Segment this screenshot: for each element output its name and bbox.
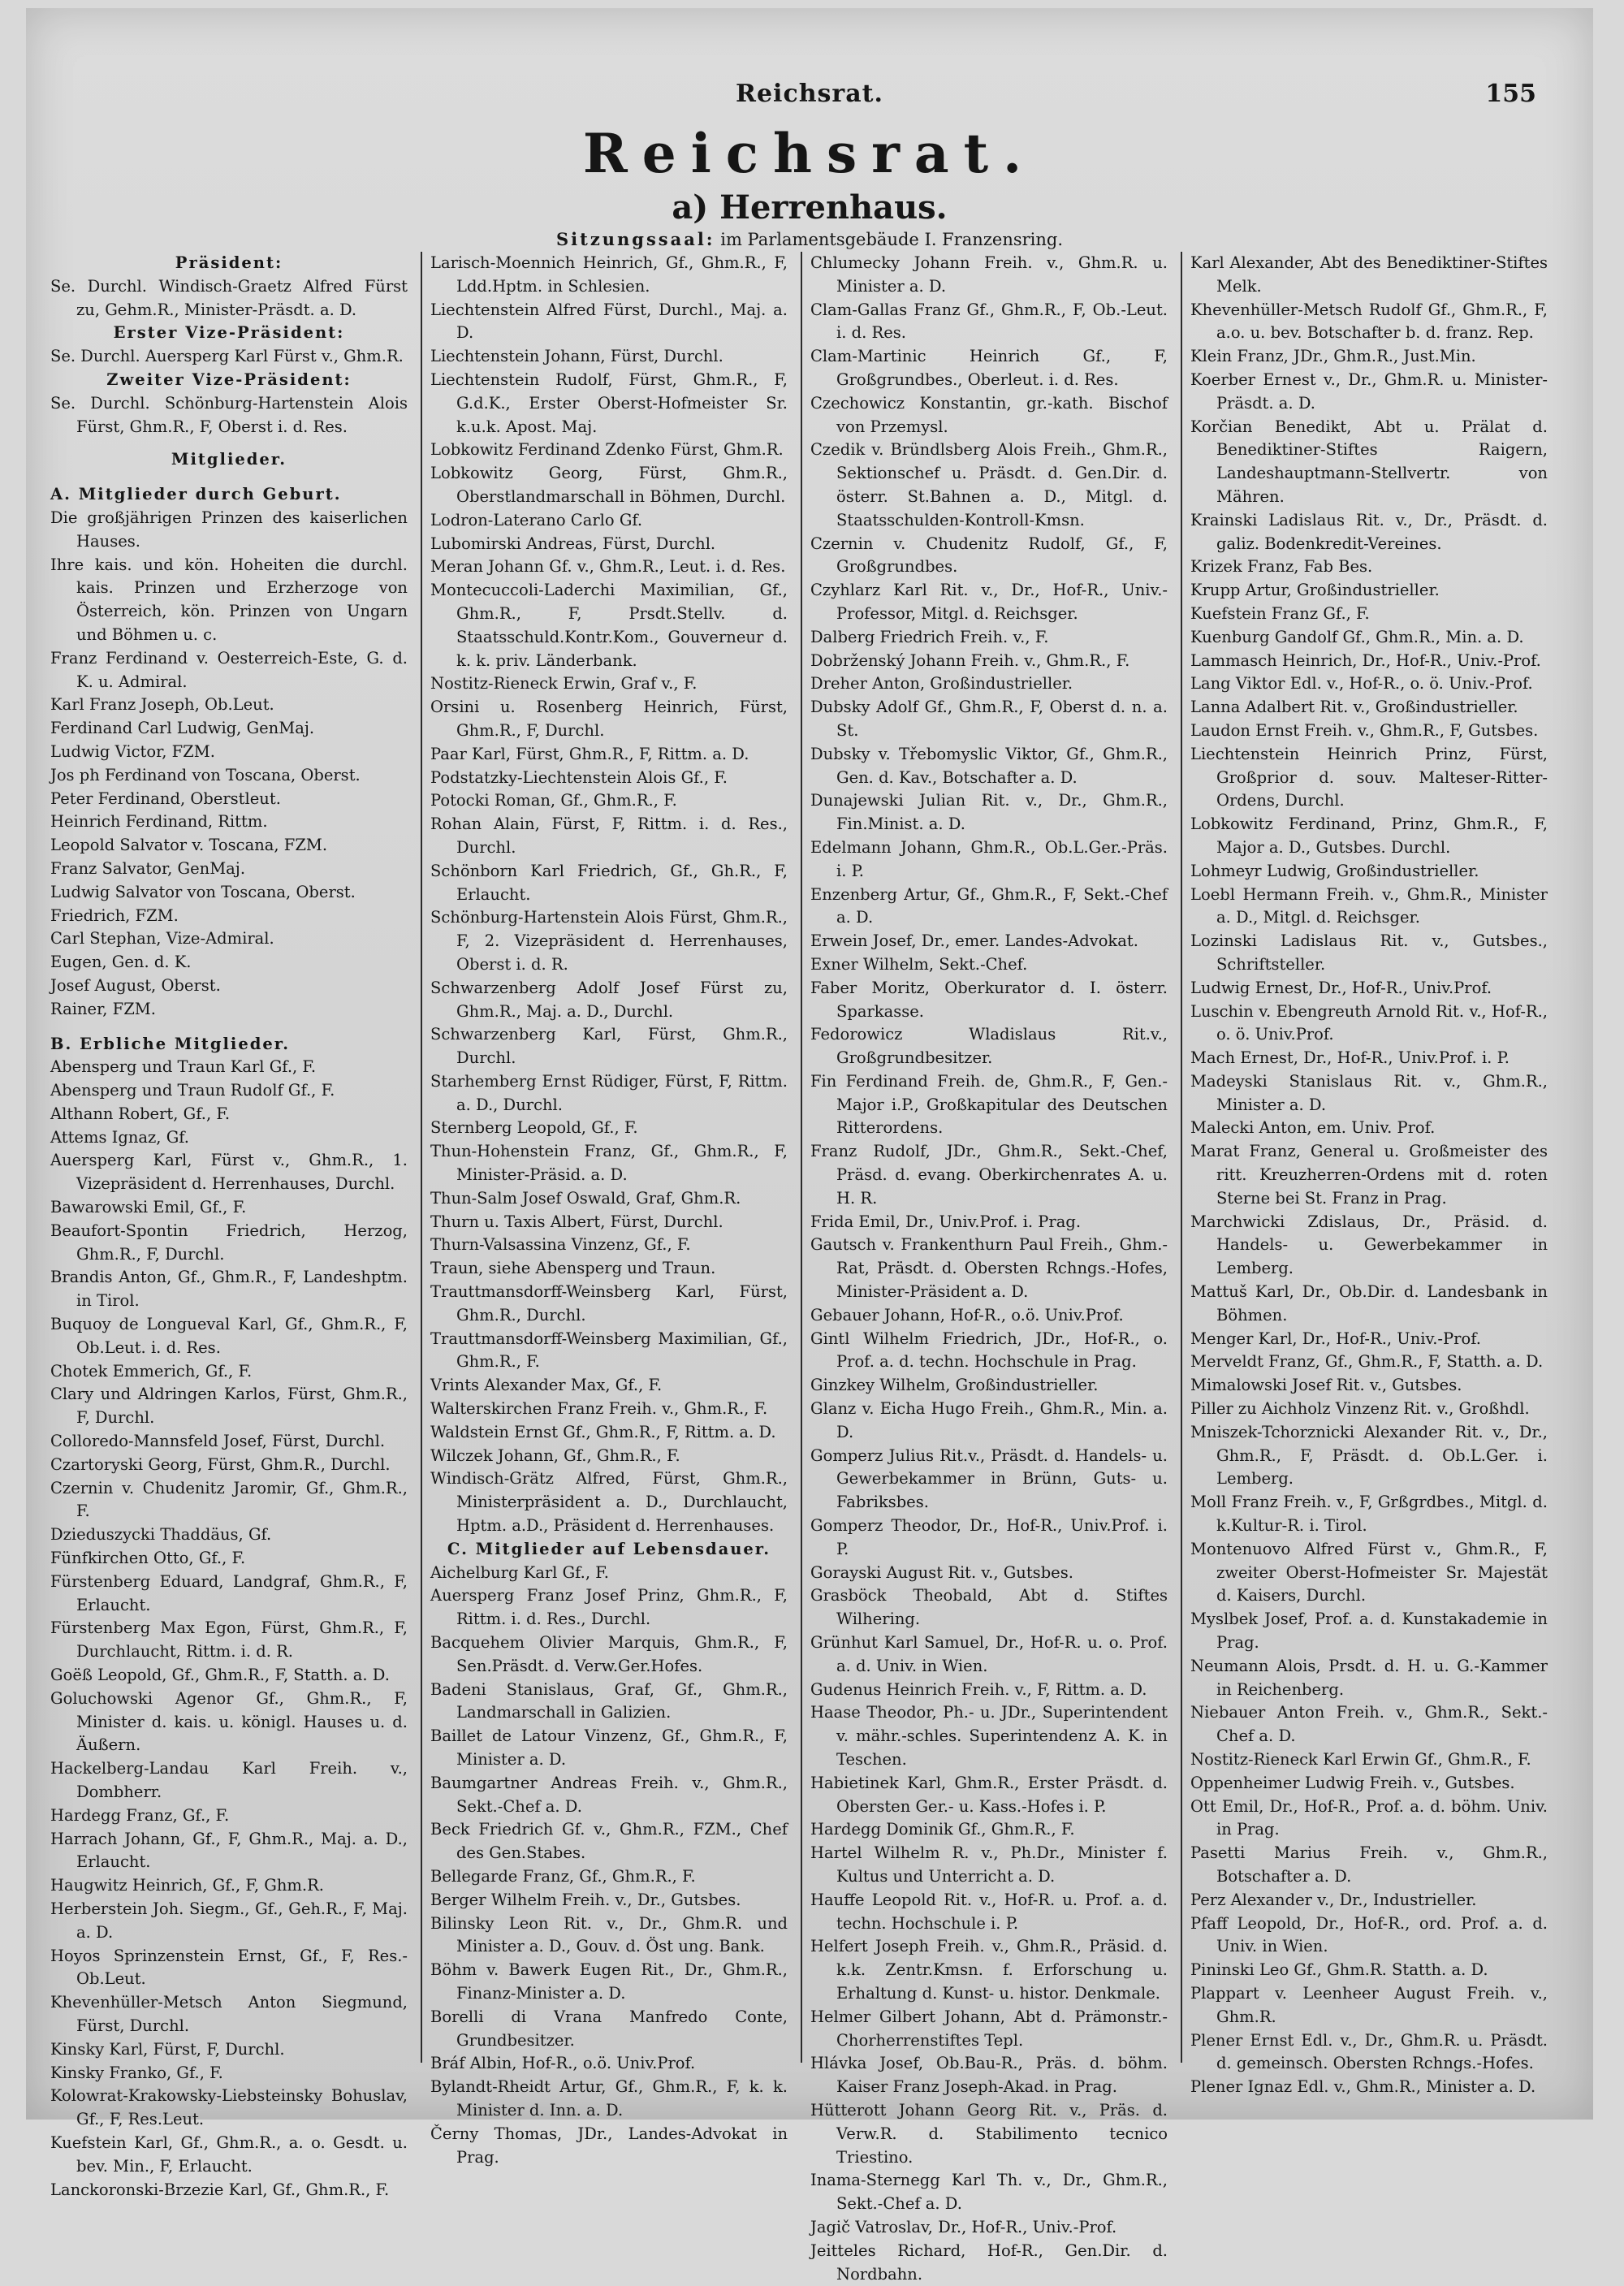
member-entry: Dreher Anton, Großindustrieller. — [810, 674, 1073, 694]
member-entry: Mach Ernest, Dr., Hof-R., Univ.Prof. i. P. — [1190, 1048, 1510, 1068]
president-entry: Se. Durchl. Windisch-Graetz Alfred Fürst zu, Gehm.R., Minister-Präsdt. a. D. — [50, 276, 408, 319]
section-b-list — [50, 1056, 408, 2202]
member-entry: Dubsky v. Třebomyslic Viktor, Gf., Ghm.R., Gen. d. Kav., Botschafter a. D. — [810, 744, 1168, 787]
member-entry: Hardegg Franz, Gf., F. — [50, 1805, 230, 1825]
member-entry: Exner Wilhelm, Sekt.-Chef. — [810, 954, 1028, 974]
member-entry: Glanz v. Eicha Hugo Freih., Ghm.R., Min. a. D. — [810, 1399, 1168, 1441]
page-number: 155 — [1485, 80, 1536, 108]
member-entry: Helmer Gilbert Johann, Abt d. Prämonstr.-Chorherrenstiftes Tepl. — [810, 2007, 1168, 2050]
member-entry: Clam-Martinic Heinrich Gf., F, Großgrundbes., Oberleut. i. d. Res. — [810, 347, 1168, 389]
member-entry: Piller zu Aichholz Vinzenz Rit. v., Großhdl. — [1190, 1399, 1530, 1419]
member-entry: Fedorowicz Wladislaus Rit.v., Großgrundbesitzer. — [810, 1025, 1168, 1068]
member-entry: Niebauer Anton Freih. v., Ghm.R., Sekt.-Chef a. D. — [1190, 1703, 1548, 1746]
member-entry: Helfert Joseph Freih. v., Ghm.R., Präsid. d. k.k. Zentr.Kmsn. f. Erforschung u. Erhaltung d. Kunst- u. histor. Denkmale. — [810, 1937, 1168, 2003]
member-entry: Colloredo-Mannsfeld Josef, Fürst, Durchl. — [50, 1432, 386, 1451]
member-entry: Liechtenstein Johann, Fürst, Durchl. — [430, 347, 723, 366]
member-entry: Dzieduszycki Thaddäus, Gf. — [50, 1525, 272, 1545]
member-entry: Dubsky Adolf Gf., Ghm.R., F, Oberst d. n. a. St. — [810, 698, 1168, 740]
member-entry: Enzenberg Artur, Gf., Ghm.R., F, Sekt.-Chef a. D. — [810, 884, 1168, 927]
running-title: Reichsrat. — [736, 80, 883, 108]
member-entry: Czyhlarz Karl Rit. v., Dr., Hof-R., Univ.-Professor, Mitgl. d. Reichsger. — [810, 581, 1168, 623]
member-entry: Plappart v. Leenheer August Freih. v., Ghm.R. — [1190, 1983, 1548, 2026]
member-entry: Thurn-Valsassina Vinzenz, Gf., F. — [430, 1235, 691, 1255]
member-entry: Karl Franz Joseph, Ob.Leut. — [50, 695, 274, 715]
sub-title: a) Herrenhaus. — [672, 188, 948, 227]
member-entry: Karl Alexander, Abt des Benediktiner-Stiftes Melk. — [1190, 253, 1548, 296]
member-entry: Pasetti Marius Freih. v., Ghm.R., Botschafter a. D. — [1190, 1843, 1548, 1886]
member-entry: Lang Viktor Edl. v., Hof-R., o. ö. Univ.-Prof. — [1190, 674, 1533, 694]
member-entry: Marchwicki Zdislaus, Dr., Präsid. d. Handels- u. Gewerbekammer in Lemberg. — [1190, 1212, 1548, 1278]
second-vice-heading: Zweiter Vize-Präsident: — [106, 369, 352, 389]
member-entry: Hlávka Josef, Ob.Bau-R., Präs. d. böhm. Kaiser Franz Joseph-Akad. in Prag. — [810, 2054, 1168, 2097]
document-page — [26, 8, 1593, 2284]
section-a-heading: A. Mitglieder durch Geburt. — [50, 485, 342, 504]
member-entry: Kuefstein Franz Gf., F. — [1190, 603, 1370, 623]
member-entry: Ludwig Ernest, Dr., Hof-R., Univ.Prof. — [1190, 978, 1492, 997]
member-entry: Faber Moritz, Oberkurator d. I. österr. Sparkasse. — [810, 978, 1168, 1021]
member-entry: Lanckoronski-Brzezie Karl, Gf., Ghm.R., F. — [50, 2180, 390, 2199]
member-entry: Wilczek Johann, Gf., Ghm.R., F. — [430, 1445, 680, 1465]
member-entry: Borelli di Vrana Manfredo Conte, Grundbesitzer. — [430, 2007, 788, 2050]
member-entry: Friedrich, FZM. — [50, 905, 179, 925]
member-entry: Trauttmansdorff-Weinsberg Maximilian, Gf., Ghm.R., F. — [430, 1329, 788, 1372]
member-entry: Czechowicz Konstantin, gr.-kath. Bischof von Przemysl. — [810, 393, 1168, 436]
member-entry: Bráf Albin, Hof-R., o.ö. Univ.Prof. — [430, 2054, 696, 2073]
member-entry: Moll Franz Freih. v., F, Grßgrdbes., Mitgl. d. k.Kultur-R. i. Tirol. — [1190, 1493, 1548, 1536]
member-entry: Ludwig Salvator von Toscana, Oberst. — [50, 882, 356, 901]
member-entry: Windisch-Grätz Alfred, Fürst, Ghm.R., Ministerpräsident a. D., Durchlaucht, Hptm. a.D., Präsident d. Herrenhauses. — [430, 1469, 788, 1536]
member-entry: Laudon Ernst Freih. v., Ghm.R., F, Gutsbes. — [1190, 720, 1539, 740]
member-entry: Lobkowitz Ferdinand Zdenko Fürst, Ghm.R. — [430, 440, 784, 460]
member-entry: Paar Karl, Fürst, Ghm.R., F, Rittm. a. D. — [430, 744, 749, 763]
member-entry: Schwarzenberg Karl, Fürst, Ghm.R., Durchl. — [430, 1025, 788, 1068]
member-entry: Luschin v. Ebengreuth Arnold Rit. v., Hof-R., o. ö. Univ.Prof. — [1190, 1001, 1548, 1044]
member-entry: Gomperz Theodor, Dr., Hof-R., Univ.Prof. i. P. — [810, 1516, 1168, 1558]
member-entry: Böhm v. Bawerk Eugen Rit., Dr., Ghm.R., Finanz-Minister a. D. — [430, 1960, 788, 2003]
member-entry: Černy Thomas, JDr., Landes-Advokat in Prag. — [430, 2124, 788, 2167]
first-vice-entry: Se. Durchl. Auersperg Karl Fürst v., Ghm.R. — [50, 347, 404, 366]
member-entry: Klein Franz, JDr., Ghm.R., Just.Min. — [1190, 347, 1476, 366]
members-heading: Mitglieder. — [171, 450, 287, 469]
member-entry: Krizek Franz, Fab Bes. — [1190, 557, 1373, 577]
member-entry: Franz Salvator, GenMaj. — [50, 858, 246, 878]
member-entry: Brandis Anton, Gf., Ghm.R., F, Landeshptm. in Tirol. — [50, 1268, 408, 1311]
member-entry: Marat Franz, General u. Großmeister des ritt. Kreuzherren-Ordens mit d. roten Sterne bei St. Franz in Prag. — [1190, 1142, 1548, 1208]
member-entry: Kuefstein Karl, Gf., Ghm.R., a. o. Gesdt. u. bev. Min., F, Erlaucht. — [50, 2133, 408, 2176]
member-entry: Kolowrat-Krakowsky-Liebsteinsky Bohuslav, Gf., F, Res.Leut. — [50, 2086, 408, 2129]
member-entry: Meran Johann Gf. v., Ghm.R., Leut. i. d. Res. — [430, 557, 786, 577]
member-entry: Herberstein Joh. Siegm., Gf., Geh.R., F, Maj. a. D. — [50, 1899, 408, 1942]
member-entry: Buquoy de Longueval Karl, Gf., Ghm.R., F, Ob.Leut. i. d. Res. — [50, 1315, 408, 1357]
member-entry: Lohmeyr Ludwig, Großindustrieller. — [1190, 861, 1479, 880]
member-entry: Lodron-Laterano Carlo Gf. — [430, 510, 643, 529]
member-entry: Gudenus Heinrich Freih. v., F, Rittm. a. D. — [810, 1679, 1147, 1699]
member-entry: Franz Ferdinand v. Oesterreich-Este, G. d. K. u. Admiral. — [50, 648, 408, 691]
member-entry: Mattuš Karl, Dr., Ob.Dir. d. Landesbank in Böhmen. — [1190, 1282, 1548, 1324]
member-entry: Frida Emil, Dr., Univ.Prof. i. Prag. — [810, 1212, 1082, 1231]
member-entry: Fürstenberg Max Egon, Fürst, Ghm.R., F, Durchlaucht, Rittm. i. d. R. — [50, 1618, 408, 1662]
section-c-heading: C. Mitglieder auf Lebensdauer. — [447, 1539, 771, 1558]
member-entry: Bawarowski Emil, Gf., F. — [50, 1198, 247, 1217]
member-entry: Fürstenberg Eduard, Landgraf, Ghm.R., F, Erlaucht. — [50, 1571, 408, 1614]
column-2 — [430, 252, 788, 2167]
member-entry: Carl Stephan, Vize-Admiral. — [50, 929, 274, 949]
member-entry: Beck Friedrich Gf. v., Ghm.R., FZM., Chef des Gen.Stabes. — [430, 1820, 788, 1863]
column-divider — [1181, 252, 1182, 2063]
member-entry: Chotek Emmerich, Gf., F. — [50, 1361, 253, 1381]
section-b-heading: B. Erbliche Mitglieder. — [50, 1034, 291, 1053]
member-entry: Nostitz-Rieneck Erwin, Graf v., F. — [430, 674, 698, 694]
column-divider — [801, 252, 802, 2063]
main-title: Reichsrat. — [582, 122, 1037, 185]
member-entry: Jeitteles Richard, Hof-R., Gen.Dir. d. Nordbahn. — [810, 2241, 1168, 2284]
member-entry: Dunajewski Julian Rit. v., Dr., Ghm.R., Fin.Minist. a. D. — [810, 791, 1168, 834]
member-entry: Myslbek Josef, Prof. a. d. Kunstakademie in Prag. — [1190, 1610, 1548, 1653]
session-line — [26, 229, 1593, 249]
member-entry: Waldstein Ernst Gf., Ghm.R., F, Rittm. a. D. — [430, 1422, 776, 1441]
member-entry: Loebl Hermann Freih. v., Ghm.R., Minister a. D., Mitgl. d. Reichsger. — [1190, 884, 1548, 927]
member-entry: Leopold Salvator v. Toscana, FZM. — [50, 836, 328, 855]
member-entry: Eugen, Gen. d. K. — [50, 953, 192, 972]
member-entry: Merveldt Franz, Gf., Ghm.R., F, Statth. a. D. — [1190, 1352, 1544, 1372]
member-entry: Badeni Stanislaus, Graf, Gf., Ghm.R., Landmarschall in Galizien. — [430, 1679, 788, 1722]
member-entry: Die großjährigen Prinzen des kaiserlichen Hauses. — [50, 508, 408, 551]
member-entry: Clam-Gallas Franz Gf., Ghm.R., F, Ob.-Leut. i. d. Res. — [810, 300, 1168, 343]
member-entry: Menger Karl, Dr., Hof-R., Univ.-Prof. — [1190, 1329, 1481, 1348]
session-place: im Parlamentsgebäude I. Franzensring. — [720, 230, 1064, 249]
member-entry: Schönburg-Hartenstein Alois Fürst, Ghm.R., F, 2. Vizepräsident d. Herrenhauses, Oberst i. d. R. — [430, 908, 788, 974]
member-entry: Korčian Benedikt, Abt u. Prälat d. Benediktiner-Stiftes Raigern, Landeshauptmann-Stellvertr. von Mähren. — [1190, 417, 1548, 506]
member-entry: Heinrich Ferdinand, Rittm. — [50, 812, 268, 832]
member-entry: Liechtenstein Alfred Fürst, Durchl., Maj. a. D. — [430, 300, 788, 343]
member-entry: Grasböck Theobald, Abt d. Stiftes Wilhering. — [810, 1586, 1168, 1629]
member-entry: Perz Alexander v., Dr., Industrieller. — [1190, 1890, 1477, 1909]
member-entry: Hardegg Dominik Gf., Ghm.R., F. — [810, 1820, 1075, 1839]
member-entry: Goluchowski Agenor Gf., Ghm.R., F, Minister d. kais. u. königl. Hauses u. d. Äußern. — [50, 1688, 408, 1755]
member-entry: Haugwitz Heinrich, Gf., F, Ghm.R. — [50, 1876, 324, 1895]
member-entry: Gebauer Johann, Hof-R., o.ö. Univ.Prof. — [810, 1305, 1124, 1324]
column-1 — [50, 252, 408, 2199]
member-entry: Potocki Roman, Gf., Ghm.R., F. — [430, 791, 677, 810]
member-entry: Lobkowitz Georg, Fürst, Ghm.R., Oberstlandmarschall in Böhmen, Durchl. — [430, 464, 788, 506]
member-entry: Abensperg und Traun Karl Gf., F. — [50, 1057, 317, 1077]
member-entry: Starhemberg Ernst Rüdiger, Fürst, F, Rittm. a. D., Durchl. — [430, 1071, 788, 1114]
member-entry: Schönborn Karl Friedrich, Gf., Gh.R., F, Erlaucht. — [430, 861, 788, 904]
member-entry: Traun, siehe Abensperg und Traun. — [430, 1259, 716, 1278]
member-entry: Edelmann Johann, Ghm.R., Ob.L.Ger.-Präs. i. P. — [810, 837, 1168, 880]
member-entry: Gintl Wilhelm Friedrich, JDr., Hof-R., o. Prof. a. d. techn. Hochschule in Prag. — [810, 1329, 1168, 1372]
member-entry: Lammasch Heinrich, Dr., Hof-R., Univ.-Prof. — [1190, 650, 1541, 670]
section-c-continued-list-2 — [1190, 252, 1548, 2099]
member-entry: Larisch-Moennich Heinrich, Gf., Ghm.R., F, Ldd.Hptm. in Schlesien. — [430, 253, 788, 296]
member-entry: Khevenhüller-Metsch Anton Siegmund, Fürst, Durchl. — [50, 1993, 408, 2035]
column-3 — [810, 252, 1168, 2284]
member-entry: Montenuovo Alfred Fürst v., Ghm.R., F, zweiter Oberst-Hofmeister Sr. Majestät d. Kaisers, Durchl. — [1190, 1539, 1548, 1605]
member-entry: Plener Ernst Edl. v., Dr., Ghm.R. u. Präsdt. d. gemeinsch. Obersten Rchngs.-Hofes. — [1190, 2030, 1548, 2073]
member-entry: Bacquehem Olivier Marquis, Ghm.R., F, Sen.Präsdt. d. Verw.Ger.Hofes. — [430, 1633, 788, 1675]
member-entry: Pininski Leo Gf., Ghm.R. Statth. a. D. — [1190, 1960, 1488, 1980]
member-entry: Bellegarde Franz, Gf., Ghm.R., F. — [430, 1866, 696, 1886]
member-entry: Trauttmansdorff-Weinsberg Karl, Fürst, Ghm.R., Durchl. — [430, 1282, 788, 1324]
member-entry: Krupp Artur, Großindustrieller. — [1190, 581, 1440, 600]
member-entry: Krainski Ladislaus Rit. v., Dr., Präsdt. d. galiz. Bodenkredit-Vereines. — [1190, 510, 1548, 553]
member-entry: Rohan Alain, Fürst, F, Rittm. i. d. Res., Durchl. — [430, 815, 788, 857]
member-entry: Liechtenstein Heinrich Prinz, Fürst, Großprior d. souv. Malteser-Ritter-Ordens, Durchl. — [1190, 744, 1548, 810]
member-entry: Montecuccoli-Laderchi Maximilian, Gf., Ghm.R., F, Prsdt.Stellv. d. Staatsschuld.Kontr.Kom., Gouverneur d. k. k. priv. Länderbank. — [430, 581, 788, 670]
member-entry: Gomperz Julius Rit.v., Präsdt. d. Handels- u. Gewerbekammer in Brünn, Guts- u. Fabriksbes. — [810, 1445, 1168, 1512]
member-entry: Ludwig Victor, FZM. — [50, 741, 215, 761]
member-entry: Aichelburg Karl Gf., F. — [430, 1562, 609, 1582]
member-entry: Gorayski August Rit. v., Gutsbes. — [810, 1562, 1073, 1582]
member-entry: Schwarzenberg Adolf Josef Fürst zu, Ghm.R., Maj. a. D., Durchl. — [430, 978, 788, 1021]
column-area — [42, 252, 1548, 2284]
president-heading: Präsident: — [175, 253, 283, 272]
member-entry: Habietinek Karl, Ghm.R., Erster Präsdt. d. Obersten Ger.- u. Kass.-Hofes i. P. — [810, 1773, 1168, 1816]
member-entry: Ott Emil, Dr., Hof-R., Prof. a. d. böhm. Univ. in Prag. — [1190, 1796, 1548, 1839]
member-entry: Franz Rudolf, JDr., Ghm.R., Sekt.-Chef, Präsd. d. evang. Oberkirchenrates A. u. H. R. — [810, 1142, 1168, 1208]
member-entry: Rainer, FZM. — [50, 999, 156, 1018]
member-entry: Nostitz-Rieneck Karl Erwin Gf., Ghm.R., F. — [1190, 1750, 1531, 1769]
member-entry: Hauffe Leopold Rit. v., Hof-R. u. Prof. a. d. techn. Hochschule i. P. — [810, 1890, 1168, 1933]
section-b-continued-list — [430, 252, 788, 1538]
member-entry: Josef August, Oberst. — [50, 975, 221, 995]
member-entry: Lobkowitz Ferdinand, Prinz, Ghm.R., F, Major a. D., Gutsbes. Durchl. — [1190, 815, 1548, 857]
member-entry: Beaufort-Spontin Friedrich, Herzog, Ghm.R., F, Durchl. — [50, 1221, 408, 1264]
member-entry: Lubomirski Andreas, Fürst, Durchl. — [430, 534, 716, 553]
member-entry: Hackelberg-Landau Karl Freih. v., Dombherr. — [50, 1759, 408, 1801]
member-entry: Dalberg Friedrich Freih. v., F. — [810, 627, 1049, 646]
second-vice-entry: Se. Durchl. Schönburg-Hartenstein Alois Fürst, Ghm.R., F, Oberst i. d. Res. — [50, 393, 408, 436]
member-entry: Neumann Alois, Prsdt. d. H. u. G.-Kammer in Reichenberg. — [1190, 1656, 1548, 1699]
member-entry: Dobrženský Johann Freih. v., Ghm.R., F. — [810, 650, 1130, 670]
member-entry: Auersperg Karl, Fürst v., Ghm.R., 1. Vizepräsident d. Herrenhauses, Durchl. — [50, 1151, 408, 1194]
first-vice-heading: Erster Vize-Präsident: — [113, 323, 345, 343]
member-entry: Czernin v. Chudenitz Jaromir, Gf., Ghm.R., F. — [50, 1478, 408, 1521]
member-entry: Hartel Wilhelm R. v., Ph.Dr., Minister f. Kultus und Unterricht a. D. — [810, 1843, 1168, 1886]
member-entry: Haase Theodor, Ph.- u. JDr., Superintendent v. mähr.-schles. Superintendenz A. K. in Teschen. — [810, 1703, 1168, 1769]
member-entry: Mniszek-Tchorznicki Alexander Rit. v., Dr., Ghm.R., F, Präsdt. d. Ob.L.Ger. i. Lemberg. — [1190, 1422, 1548, 1489]
member-entry: Madeyski Stanislaus Rit. v., Ghm.R., Minister a. D. — [1190, 1071, 1548, 1114]
member-entry: Czartoryski Georg, Fürst, Ghm.R., Durchl. — [50, 1454, 391, 1474]
member-entry: Bilinsky Leon Rit. v., Dr., Ghm.R. und Minister a. D., Gouv. d. Öst ung. Bank. — [430, 1913, 788, 1956]
member-entry: Thurn u. Taxis Albert, Fürst, Durchl. — [430, 1212, 723, 1231]
member-entry: Abensperg und Traun Rudolf Gf., F. — [50, 1081, 335, 1100]
member-entry: Erwein Josef, Dr., emer. Landes-Advokat. — [810, 931, 1138, 951]
member-entry: Attems Ignaz, Gf. — [50, 1127, 189, 1147]
member-entry: Walterskirchen Franz Freih. v., Ghm.R., F. — [430, 1399, 768, 1419]
column-4 — [1190, 252, 1548, 2097]
running-header — [26, 80, 1593, 112]
member-entry: Inama-Sternegg Karl Th. v., Dr., Ghm.R., Sekt.-Chef a. D. — [810, 2171, 1168, 2214]
member-entry: Harrach Johann, Gf., F, Ghm.R., Maj. a. D., Erlaucht. — [50, 1829, 408, 1872]
member-entry: Gautsch v. Frankenthurn Paul Freih., Ghm.-Rat, Präsdt. d. Obersten Rchngs.-Hofes, Minister-Präsident a. D. — [810, 1235, 1168, 1302]
member-entry: Fünfkirchen Otto, Gf., F. — [50, 1549, 246, 1568]
member-entry: Thun-Hohenstein Franz, Gf., Ghm.R., F, Minister-Präsid. a. D. — [430, 1142, 788, 1185]
section-a-list — [50, 507, 408, 1022]
section-c-continued-list — [810, 252, 1168, 2286]
member-entry: Thun-Salm Josef Oswald, Graf, Ghm.R. — [430, 1188, 741, 1208]
member-entry: Auersperg Franz Josef Prinz, Ghm.R., F, Rittm. i. d. Res., Durchl. — [430, 1586, 788, 1629]
member-entry: Orsini u. Rosenberg Heinrich, Fürst, Ghm.R., F, Durchl. — [430, 698, 788, 740]
member-entry: Plener Ignaz Edl. v., Ghm.R., Minister a. D. — [1190, 2077, 1536, 2097]
member-entry: Malecki Anton, em. Univ. Prof. — [1190, 1118, 1436, 1138]
member-entry: Hoyos Sprinzenstein Ernst, Gf., F, Res.-Ob.Leut. — [50, 1946, 408, 1989]
member-entry: Jos ph Ferdinand von Toscana, Oberst. — [50, 765, 361, 784]
member-entry: Berger Wilhelm Freih. v., Dr., Gutsbes. — [430, 1890, 741, 1909]
column-divider — [421, 252, 422, 2063]
member-entry: Chlumecky Johann Freih. v., Ghm.R. u. Minister a. D. — [810, 253, 1168, 296]
member-entry: Mimalowski Josef Rit. v., Gutsbes. — [1190, 1376, 1462, 1395]
member-entry: Sternberg Leopold, Gf., F. — [430, 1118, 638, 1138]
member-entry: Oppenheimer Ludwig Freih. v., Gutsbes. — [1190, 1773, 1515, 1792]
member-entry: Czedik v. Bründlsberg Alois Freih., Ghm.R., Sektionschef u. Präsdt. d. Gen.Dir. d. österr. St.Bahnen a. D., Mitgl. d. Staatsschulden-Kontroll-Kmsn. — [810, 440, 1168, 529]
member-entry: Lanna Adalbert Rit. v., Großindustrieller. — [1190, 698, 1518, 717]
member-entry: Kinsky Karl, Fürst, F, Durchl. — [50, 2039, 285, 2059]
member-entry: Ferdinand Carl Ludwig, GenMaj. — [50, 719, 315, 738]
member-entry: Bylandt-Rheidt Artur, Gf., Ghm.R., F, k. k. Minister d. Inn. a. D. — [430, 2077, 788, 2120]
member-entry: Czernin v. Chudenitz Rudolf, Gf., F, Großgrundbes. — [810, 534, 1168, 577]
member-entry: Jagič Vatroslav, Dr., Hof-R., Univ.-Prof. — [810, 2217, 1117, 2236]
member-entry: Baumgartner Andreas Freih. v., Ghm.R., Sekt.-Chef a. D. — [430, 1773, 788, 1816]
member-entry: Kinsky Franko, Gf., F. — [50, 2063, 223, 2082]
member-entry: Vrints Alexander Max, Gf., F. — [430, 1376, 663, 1395]
member-entry: Pfaff Leopold, Dr., Hof-R., ord. Prof. a. d. Univ. in Wien. — [1190, 1913, 1548, 1956]
member-entry: Peter Ferdinand, Oberstleut. — [50, 789, 281, 808]
section-c-list — [430, 1562, 788, 2170]
member-entry: Hütterott Johann Georg Rit. v., Präs. d. Verw.R. d. Stabilimento tecnico Triestino. — [810, 2100, 1168, 2167]
member-entry: Kuenburg Gandolf Gf., Ghm.R., Min. a. D. — [1190, 627, 1524, 646]
member-entry: Liechtenstein Rudolf, Fürst, Ghm.R., F, G.d.K., Erster Oberst-Hofmeister Sr. k.u.k. Apost. Maj. — [430, 369, 788, 436]
member-entry: Fin Ferdinand Freih. de, Ghm.R., F, Gen.-Major i.P., Großkapitular des Deutschen Ritterordens. — [810, 1071, 1168, 1138]
member-entry: Clary und Aldringen Karlos, Fürst, Ghm.R., F, Durchl. — [50, 1385, 408, 1428]
member-entry: Ihre kais. und kön. Hoheiten die durchl. kais. Prinzen und Erzherzoge von Österreich, kön. Prinzen von Ungarn und Böhmen u. c. — [50, 555, 408, 644]
member-entry: Ginzkey Wilhelm, Großindustrieller. — [810, 1376, 1099, 1395]
member-entry: Koerber Ernest v., Dr., Ghm.R. u. Minister-Präsdt. a. D. — [1190, 369, 1548, 413]
member-entry: Podstatzky-Liechtenstein Alois Gf., F. — [430, 767, 728, 787]
member-entry: Khevenhüller-Metsch Rudolf Gf., Ghm.R., F, a.o. u. bev. Botschafter b. d. franz. Rep. — [1190, 300, 1548, 343]
session-label: Sitzungssaal: — [555, 229, 715, 249]
member-entry: Lozinski Ladislaus Rit. v., Gutsbes., Schriftsteller. — [1190, 931, 1548, 974]
member-entry: Althann Robert, Gf., F. — [50, 1104, 231, 1123]
member-entry: Baillet de Latour Vinzenz, Gf., Ghm.R., F, Minister a. D. — [430, 1726, 788, 1769]
member-entry: Grünhut Karl Samuel, Dr., Hof-R. u. o. Prof. a. d. Univ. in Wien. — [810, 1633, 1168, 1675]
member-entry: Goëß Leopold, Gf., Ghm.R., F, Statth. a. D. — [50, 1666, 390, 1685]
